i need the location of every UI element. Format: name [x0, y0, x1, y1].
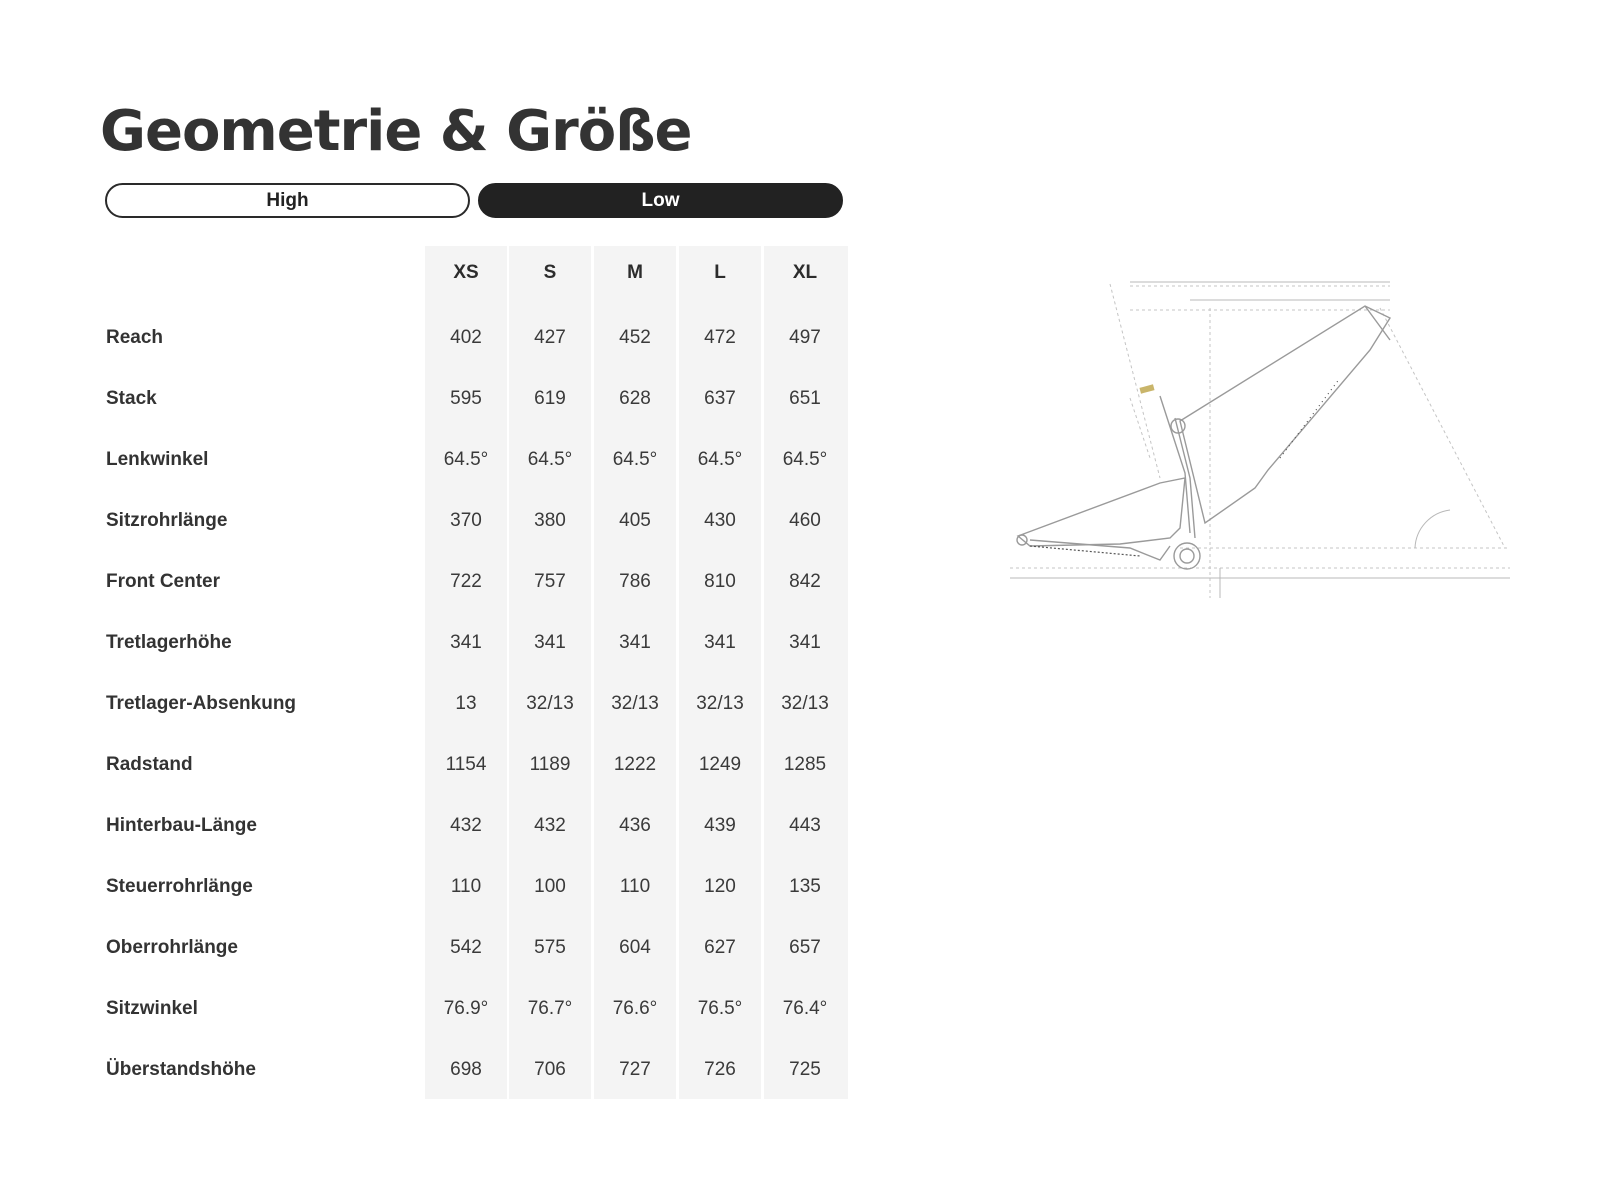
- page-title: Geometrie & Größe: [100, 99, 692, 164]
- row-label: Lenkwinkel: [106, 449, 209, 470]
- table-cell-xl: 497: [789, 327, 821, 348]
- row-label: Front Center: [106, 571, 220, 592]
- table-cell-xl: 341: [789, 632, 821, 653]
- table-cell-l: 1249: [698, 754, 742, 775]
- table-cell-xs: 341: [450, 632, 482, 653]
- table-cell-xs: 370: [450, 510, 482, 531]
- table-cell-l: 64.5°: [697, 449, 743, 470]
- table-cell-xl: 64.5°: [782, 449, 828, 470]
- row-label: Oberrohrlänge: [106, 937, 238, 958]
- row-label: Sitzrohrlänge: [106, 510, 228, 531]
- table-cell-xs: 432: [450, 815, 482, 836]
- row-label: Radstand: [106, 754, 193, 775]
- table-cell-xs: 542: [450, 937, 482, 958]
- table-row: [0, 806, 860, 846]
- table-cell-m: 32/13: [611, 693, 659, 714]
- table-cell-s: 757: [534, 571, 566, 592]
- size-column-s: [509, 246, 591, 1099]
- table-cell-xs: 110: [450, 876, 482, 897]
- row-label: Tretlagerhöhe: [106, 632, 232, 653]
- table-row: [0, 379, 860, 419]
- table-cell-l: 120: [704, 876, 736, 897]
- row-label: Tretlager-Absenkung: [106, 693, 297, 714]
- table-cell-m: 1222: [613, 754, 657, 775]
- table-cell-xl: 657: [789, 937, 821, 958]
- table-cell-s: 76.7°: [527, 998, 573, 1019]
- size-column-m: [594, 246, 676, 1099]
- table-cell-m: 110: [619, 876, 651, 897]
- table-cell-l: 726: [704, 1059, 736, 1080]
- row-label: Steuerrohrlänge: [106, 876, 253, 897]
- row-label: Überstandshöhe: [106, 1059, 256, 1080]
- table-cell-l: 430: [704, 510, 736, 531]
- size-header-m: M: [627, 262, 643, 283]
- row-label: Hinterbau-Länge: [106, 815, 257, 836]
- size-column-xs: [425, 246, 507, 1099]
- table-cell-xl: 32/13: [781, 693, 829, 714]
- table-row: [0, 501, 860, 541]
- table-cell-m: 604: [619, 937, 651, 958]
- size-column-l: [679, 246, 761, 1099]
- table-row: [0, 928, 860, 968]
- size-header-l: L: [714, 262, 726, 283]
- table-cell-m: 76.6°: [612, 998, 658, 1019]
- table-cell-xl: 1285: [783, 754, 827, 775]
- table-cell-m: 628: [619, 388, 651, 409]
- row-label: Sitzwinkel: [106, 998, 198, 1019]
- size-column-xl: [764, 246, 848, 1099]
- table-cell-s: 380: [534, 510, 566, 531]
- table-cell-l: 32/13: [696, 693, 744, 714]
- table-cell-l: 341: [704, 632, 736, 653]
- row-label: Reach: [106, 327, 164, 348]
- table-row: [0, 989, 860, 1029]
- row-label: Stack: [106, 388, 157, 409]
- table-cell-xl: 842: [789, 571, 821, 592]
- table-cell-xs: 13: [455, 693, 477, 714]
- table-cell-s: 706: [534, 1059, 566, 1080]
- table-cell-s: 427: [534, 327, 566, 348]
- table-cell-s: 619: [534, 388, 566, 409]
- table-cell-l: 439: [704, 815, 736, 836]
- table-cell-xs: 595: [450, 388, 482, 409]
- table-cell-m: 786: [619, 571, 651, 592]
- table-row: [0, 562, 860, 602]
- table-cell-xs: 1154: [445, 754, 487, 775]
- table-row: [0, 623, 860, 663]
- table-cell-s: 432: [534, 815, 566, 836]
- table-cell-m: 341: [619, 632, 651, 653]
- table-row: [0, 318, 860, 358]
- table-cell-xl: 725: [789, 1059, 821, 1080]
- table-cell-s: 100: [534, 876, 566, 897]
- table-cell-s: 341: [534, 632, 566, 653]
- size-header-xl: XL: [792, 262, 818, 283]
- toggle-low-button[interactable]: Low: [478, 183, 843, 218]
- table-cell-s: 575: [534, 937, 566, 958]
- table-cell-xs: 698: [450, 1059, 482, 1080]
- table-cell-l: 627: [704, 937, 736, 958]
- table-cell-xs: 722: [450, 571, 482, 592]
- table-row: [0, 440, 860, 480]
- table-cell-l: 472: [704, 327, 736, 348]
- size-header-xs: XS: [453, 262, 479, 283]
- table-cell-m: 405: [619, 510, 651, 531]
- table-row: [0, 745, 860, 785]
- table-cell-l: 637: [704, 388, 736, 409]
- table-cell-xs: 76.9°: [443, 998, 489, 1019]
- table-cell-xl: 76.4°: [782, 998, 828, 1019]
- table-cell-m: 64.5°: [612, 449, 658, 470]
- table-row: [0, 684, 860, 724]
- size-header-s: S: [543, 262, 557, 283]
- table-cell-xl: 135: [789, 876, 821, 897]
- table-cell-m: 452: [619, 327, 651, 348]
- table-cell-s: 32/13: [526, 693, 574, 714]
- toggle-high-button[interactable]: High: [105, 183, 470, 218]
- table-cell-s: 64.5°: [527, 449, 573, 470]
- table-row: [0, 1050, 860, 1090]
- table-cell-m: 436: [619, 815, 651, 836]
- table-cell-xl: 460: [789, 510, 821, 531]
- table-cell-xs: 64.5°: [443, 449, 489, 470]
- table-cell-l: 810: [704, 571, 736, 592]
- table-cell-xs: 402: [450, 327, 482, 348]
- bike-frame-geometry-icon: [1010, 278, 1520, 608]
- table-cell-m: 727: [619, 1059, 651, 1080]
- table-cell-s: 1189: [529, 754, 571, 775]
- table-cell-xl: 443: [789, 815, 821, 836]
- table-row: [0, 867, 860, 907]
- table-cell-l: 76.5°: [697, 998, 743, 1019]
- table-cell-xl: 651: [789, 388, 821, 409]
